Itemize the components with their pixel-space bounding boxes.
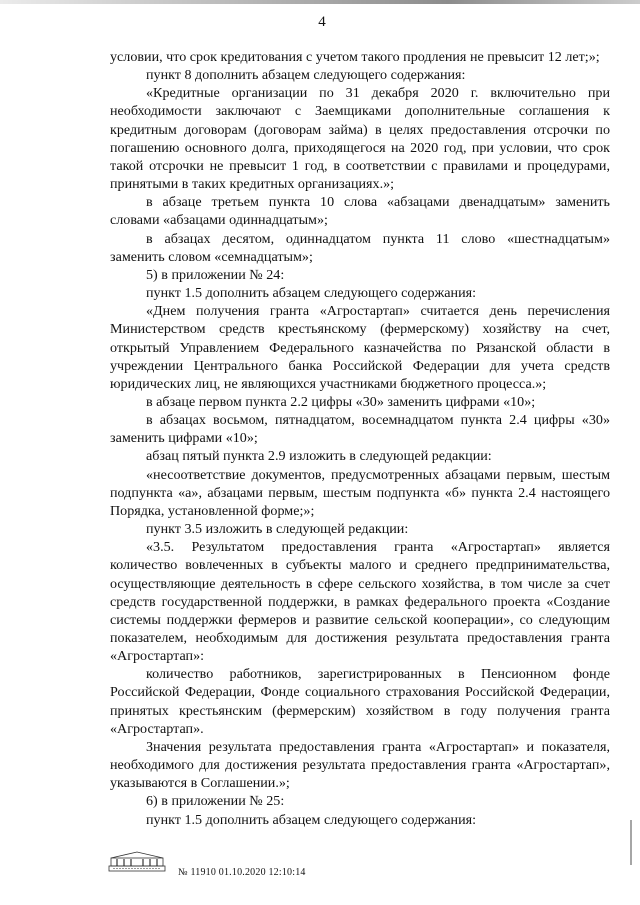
registration-number: № 11910 01.10.2020 12:10:14 bbox=[178, 867, 306, 878]
paragraph: пункт 3.5 изложить в следующей редакции: bbox=[146, 521, 409, 538]
paragraph: «Днем получения гранта «Агростартап» считается день перечисления Министерством средств крестьянскому (фермерскому) хозяйству на счет, открытый Управлением Федерального казначейства по Рязанской области в учреждении Центрального банка Российской Федерации для учета средств юридических лиц, не являющихся участниками бюджетного процесса.»; bbox=[110, 303, 610, 392]
page-number: 4 bbox=[318, 14, 326, 30]
paragraph: 6) в приложении № 25: bbox=[146, 793, 285, 810]
paragraph: в абзацах восьмом, пятнадцатом, восемнадцатом пункта 2.4 цифры «30» заменить цифрами «10»; bbox=[110, 412, 610, 447]
building-stamp-icon bbox=[108, 851, 166, 873]
paragraph: количество работников, зарегистрированных в Пенсионном фонде Российской Федерации, Фонде социального страхования Российской Федерации, принятых крестьянским (фермерским) хозяйством в году получения гранта «Агростартап». bbox=[110, 666, 610, 737]
paragraph: «3.5. Результатом предоставления гранта «Агростартап» является количество вовлеченных в субъекты малого и среднего предпринимательства, осуществляющие деятельность в сфере сельского хозяйства, в том числе за счет средств государственной поддержки, в рамках федерального проекта «Создание системы поддержки фермеров и развитие сельской кооперации», со следующим показателем, необходимым для достижения результата предоставления гранта «Агростартап»: bbox=[110, 539, 610, 665]
paragraph: условии, что срок кредитования с учетом такого продления не превысит 12 лет;»; bbox=[110, 49, 600, 65]
scan-edge-shadow bbox=[0, 0, 640, 4]
paragraph: в абзацах десятом, одиннадцатом пункта 11 слово «шестнадцатым» заменить словом «семнадцатым»; bbox=[110, 230, 610, 265]
paragraph: «Кредитные организации по 31 декабря 2020 г. включительно при необходимости заключают с Заемщиками дополнительные соглашения к кредитным договорам (договорам займа) в целях предоставления отсрочки по погашению основного долга, приходящегося на 2020 год, при условии, что срок такой отсрочки не превысит 1 год, в соответствии с правилами и процедурами, принятыми в таких кредитных организациях.»; bbox=[110, 85, 610, 193]
paragraph: Значения результата предоставления гранта «Агростартап» и показателя, необходимого для достижения результата предоставления гранта «Агростартап», указываются в Соглашении.»; bbox=[110, 738, 610, 792]
paragraph: пункт 8 дополнить абзацем следующего содержания: bbox=[146, 67, 466, 84]
paragraph: пункт 1.5 дополнить абзацем следующего содержания: bbox=[146, 811, 477, 828]
paragraph: в абзаце первом пункта 2.2 цифры «30» заменить цифрами «10»; bbox=[146, 393, 536, 410]
paragraph: пункт 1.5 дополнить абзацем следующего содержания: bbox=[146, 285, 477, 302]
document-body bbox=[110, 48, 610, 829]
paragraph: в абзаце третьем пункта 10 слова «абзацами двенадцатым» заменить словами «абзацами одиннадцатым»; bbox=[110, 194, 610, 229]
paragraph: 5) в приложении № 24: bbox=[146, 266, 285, 283]
paragraph: абзац пятый пункта 2.9 изложить в следующей редакции: bbox=[146, 448, 492, 465]
scan-artifact-mark bbox=[630, 820, 632, 865]
paragraph: «несоответствие документов, предусмотренных абзацами первым, шестым подпункта «а», абзацами первым, шестым подпункта «б» пункта 2.4 настоящего Порядка, установленной форме;»; bbox=[110, 466, 610, 519]
